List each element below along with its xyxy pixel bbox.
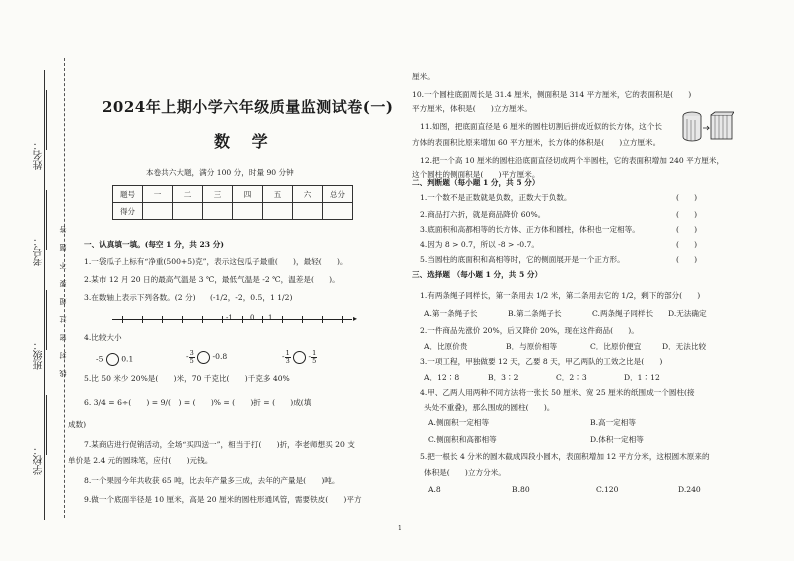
s1-q7: 7.某商店进行促销活动，全场“买四送一”，相当于打( )折，李老师想买 20 支 — [84, 440, 355, 449]
s1-q5: 5.比 50 米少 20%是( )米，70 千克比( )千克多 40% — [84, 374, 290, 383]
name-label: 姓名： — [34, 140, 45, 170]
section3-heading: 三、选择题 （每小题 1 分，共 5 分） — [412, 270, 543, 279]
s3-q4b: 头处不重叠)，那么围成的圆柱( )。 — [424, 403, 555, 412]
s1-q6-cont: 成数) — [68, 420, 87, 429]
score-table — [112, 185, 353, 220]
s3-q3-opt[interactable]: B．3∶2 — [488, 373, 519, 382]
s1-q3-prefix: 3.在数轴上表示下列各数。(2 分) — [84, 293, 196, 302]
numline-tick — [262, 316, 263, 323]
s3-q4-opt[interactable]: D.体积一定相等 — [590, 435, 644, 444]
s3-q4-opt[interactable]: A.侧面积一定相等 — [428, 418, 490, 427]
cylinder-cut-figure — [682, 110, 734, 143]
score-header-cell: 六 — [293, 186, 323, 203]
s2-paren[interactable]: ( ) — [676, 210, 698, 219]
score-cell[interactable] — [323, 203, 353, 220]
s1-q12b: 这个圆柱的侧面积是( )平方厘米。 — [412, 170, 540, 179]
s1-q1: 1.一袋瓜子上标有“净重(500+5)克”，表示这包瓜子最重( )，最轻( )。 — [84, 257, 348, 266]
s3-q3: 3.一项工程，甲独做要 12 天，乙要 8 天，甲乙两队的工效之比是( ) — [420, 357, 663, 366]
numline-tick — [342, 316, 343, 323]
s2-item: 4.因为 8 > 0.7，所以 -8 > -0.7。 — [420, 240, 539, 249]
s1-q9b: 厘米。 — [412, 72, 435, 81]
s3-q1-opt[interactable]: D.无法确定 — [668, 309, 707, 318]
s3-q1-opt[interactable]: C.两条绳子同样长 — [592, 309, 654, 318]
school-label: 学校： — [34, 445, 45, 475]
numline-tick — [282, 316, 283, 323]
s3-q4-opt[interactable]: C.侧面积和高都相等 — [428, 435, 497, 444]
instructions: 本卷共六大题，满分 100 分，时量 90 分钟 — [146, 168, 294, 177]
s2-paren[interactable]: ( ) — [676, 225, 698, 234]
s2-item: 2.商品打六折，就是商品降价 60%。 — [420, 210, 546, 219]
score-cell[interactable] — [293, 203, 323, 220]
exam-title: 2024年上期小学六年级质量监测试卷(一) — [102, 98, 394, 116]
s3-q2-opt[interactable]: C．比原价便宜 — [590, 342, 642, 351]
examno-underline — [46, 190, 47, 250]
s1-q6: 6. 3/4 = 6÷( ) = 9/( ) = ( )% = ( )折 = ( )成(填 — [84, 398, 312, 407]
s1-q9: 9.做一个底面半径是 10 厘米，高是 20 厘米的圆柱形通风管，需要铁皮( )平方 — [84, 495, 362, 504]
numline-tick — [142, 316, 143, 323]
name-underline — [46, 90, 47, 150]
numline-tick — [222, 316, 223, 323]
score-header-cell: 四 — [233, 186, 263, 203]
s3-q2: 2.一件商品先涨价 20%，后又降价 20%，现在这件商品( )。 — [420, 326, 639, 335]
class-underline — [46, 290, 47, 350]
s3-q4: 4.甲、乙两人用两种不同方法将一张长 50 厘米、宽 25 厘米的纸围成一个圆柱(接 — [420, 388, 695, 397]
numline-label: 1 — [268, 314, 273, 322]
s3-q5-opt[interactable]: B.80 — [512, 485, 530, 494]
fraction: $\frac{1}{5}$ — [312, 349, 317, 365]
s3-q1-opt[interactable]: A.第一条绳子长 — [424, 309, 478, 318]
s1-q4: 4.比较大小 — [84, 333, 122, 342]
s2-item: 5.当圆柱的底面积和高相等时，它的侧面展开是一个正方形。 — [420, 255, 625, 264]
score-header-cell: 一 — [143, 186, 173, 203]
s1-q4-compare-a: -5 0.1 — [96, 353, 133, 366]
section2-heading: 二、判断题（每小题 1 分，共 5 分） — [412, 178, 540, 187]
score-cell[interactable] — [263, 203, 293, 220]
numline-tick — [162, 316, 163, 323]
s2-item: 1.一个数不是正数就是负数，正数大于负数。 — [420, 193, 572, 202]
s1-q11: 11.如图，把底面直径是 6 厘米的圆柱切割后拼成近似的长方体，这个长 — [420, 122, 662, 131]
s2-item: 3.底面积和高都相等的长方体、正方体和圆柱，体积也一定相等。 — [420, 225, 640, 234]
s3-q2-opt[interactable]: B．与原价相等 — [506, 342, 558, 351]
fraction: $\frac{1}{3}$ — [285, 349, 290, 365]
subject-title: 数 学 — [214, 132, 276, 151]
s1-q12: 12.把一个高 10 厘米的圆柱沿底面直径切成两个半圆柱，它的表面积增加 240 平方厘米， — [420, 156, 725, 165]
s3-q5-opt[interactable]: C.120 — [596, 485, 619, 494]
fraction: $\frac{3}{5}$ — [189, 349, 194, 365]
s2-paren[interactable]: ( ) — [676, 193, 698, 202]
s3-q3-opt[interactable]: D．1∶12 — [624, 373, 660, 382]
numline-tick — [302, 316, 303, 323]
seal-char: 封 — [59, 352, 67, 359]
score-row-label: 得分 — [113, 203, 143, 220]
compare-circle[interactable] — [293, 351, 306, 364]
s1-q2: 2.某市 12 月 20 日的最高气温是 3 ℃，最低气温是 -2 ℃，温差是( )。 — [84, 275, 340, 284]
score-header-cell: 总分 — [323, 186, 353, 203]
exam-no-label: 考号： — [34, 236, 45, 266]
score-header-cell: 三 — [203, 186, 233, 203]
score-cell[interactable] — [143, 203, 173, 220]
score-header-row — [113, 186, 353, 203]
score-header-cell: 题号 — [113, 186, 143, 203]
score-cell[interactable] — [233, 203, 263, 220]
s3-q3-opt[interactable]: A．12∶8 — [424, 373, 460, 382]
numline-tick — [242, 316, 243, 323]
s2-paren[interactable]: ( ) — [676, 255, 698, 264]
numline-tick — [122, 316, 123, 323]
s3-q5: 5.把一根长 4 分米的圆木截成四段小圆木，表面积增加 12 平方分米，这根圆木原来的 — [420, 452, 710, 461]
numline-tick — [322, 316, 323, 323]
s1-q3 — [84, 293, 292, 303]
score-cell[interactable] — [203, 203, 233, 220]
s1-q10: 10.一个圆柱底面周长是 31.4 厘米，侧面积是 314 平方厘米，它的表面积是( ) — [412, 90, 692, 99]
s1-q10b: 平方厘米，体积是( )立方厘米。 — [412, 104, 532, 113]
s1-q4-compare-c: - $\frac{1}{3}$ - $\frac{1}{5}$ — [282, 349, 317, 365]
school-underline — [46, 395, 47, 455]
seal-char: 超 — [59, 298, 67, 305]
numline-arrow-icon: ▸ — [352, 314, 357, 323]
s3-q5-opt[interactable]: A.8 — [428, 485, 441, 494]
seal-dash-line — [64, 58, 65, 518]
numline-tick — [202, 316, 203, 323]
section1-heading: 一、认真填一填。(每空 1 分，共 23 分) — [84, 240, 224, 249]
s1-q7b: 单价是 2.4 元的圆珠笔，应付( )元钱。 — [68, 456, 213, 465]
s2-paren[interactable]: ( ) — [676, 240, 698, 249]
s1-q11b: 方体的表面积比原来增加 60 平方厘米，长方体的体积是( )立方厘米。 — [412, 138, 661, 147]
s1-q8: 8.一个果园今年共收获 65 吨，比去年产量多三成，去年的产量是( )吨。 — [84, 476, 340, 485]
s3-q4-opt[interactable]: B.高一定相等 — [590, 418, 636, 427]
s3-q3-opt[interactable]: C．2∶3 — [556, 373, 587, 382]
s3-q5-opt[interactable]: D.240 — [678, 485, 701, 494]
s3-q1: 1.有两条绳子同样长，第一条用去 1/2 米，第二条用去它的 1/2，剩下的部分( ) — [420, 291, 701, 300]
numline-label: -1 — [226, 314, 233, 322]
compare-circle[interactable] — [197, 351, 210, 364]
seal-char: 题 — [59, 244, 67, 251]
seal-char: 密 — [59, 334, 67, 341]
score-header-cell: 二 — [173, 186, 203, 203]
seal-char: 线 — [59, 370, 67, 377]
numline-tick — [182, 316, 183, 323]
seal-char: 答 — [59, 226, 67, 233]
seal-char: 要 — [59, 280, 67, 287]
page-number: 1 — [398, 525, 402, 532]
seal-char: 不 — [59, 262, 67, 269]
s3-q5b: 体积是( )立方分米。 — [424, 468, 506, 477]
numline-label: 0 — [250, 314, 255, 322]
s3-q2-opt[interactable]: A．比原价贵 — [424, 342, 468, 351]
seal-char: 过 — [59, 316, 67, 323]
compare-circle[interactable] — [106, 353, 119, 366]
s1-q3-numbers: (-1/2，-2，0.5，1 1/2) — [209, 293, 293, 302]
score-row — [113, 203, 353, 220]
s3-q1-opt[interactable]: B.第二条绳子长 — [508, 309, 562, 318]
s3-q2-opt[interactable]: D．无法比较 — [662, 342, 707, 351]
class-label: 班级： — [34, 340, 45, 370]
score-header-cell: 五 — [263, 186, 293, 203]
s1-q4-compare-b: - $\frac{3}{5}$ -0.8 — [186, 349, 228, 365]
score-cell[interactable] — [173, 203, 203, 220]
